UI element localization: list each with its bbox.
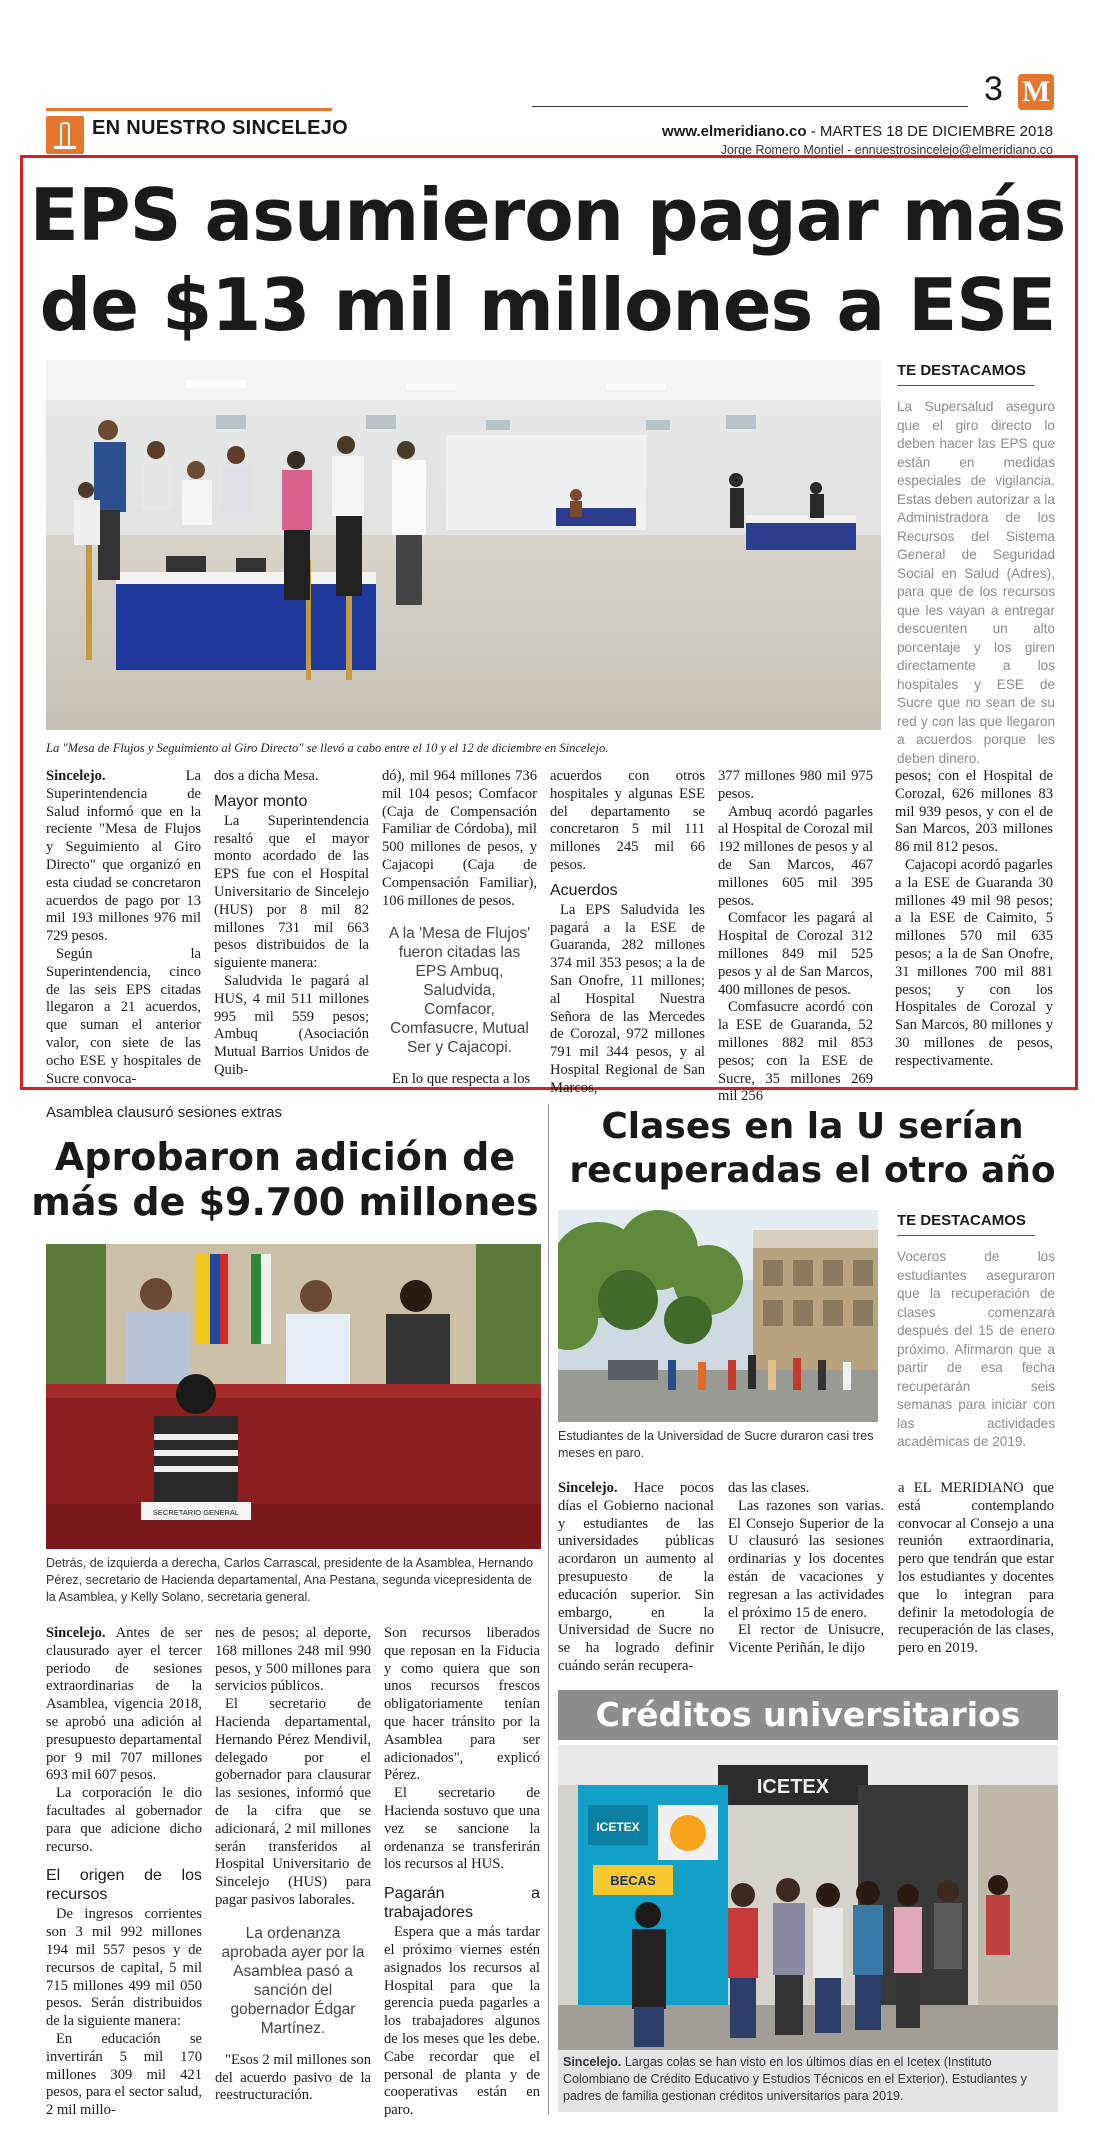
subhead: El origen de los recursos bbox=[46, 1867, 202, 1904]
paragraph: Comfasucre acordó con la ESE de Guaranda, 52 millones 882 mil 853 pesos; con la ESE de Sucre, 35 millones 269 mil 256 bbox=[718, 999, 873, 1105]
clases-sidebar-title: TE DESTACAMOS bbox=[897, 1212, 1035, 1236]
pull-quote: A la 'Mesa de Flujos' fueron citadas las EPS Ambuq, Saludvida, Comfacor, Comfasucre, Mutual Ser y Cajacopi. bbox=[388, 925, 531, 1057]
subhead: Acuerdos bbox=[550, 881, 618, 899]
lead-sidebar-title: TE DESTACAMOS bbox=[897, 362, 1035, 386]
lede: Sincelejo. bbox=[46, 768, 106, 784]
lead-headline-line2: de $13 mil millones a ESE bbox=[39, 263, 1056, 347]
paragraph: Son recursos liberados que reposan en la Fiducia y como quiera que son unos recursos frescos obligatoriamente tenían que hacer tránsito por la Asamblea para ser adicionados", explicó Pérez. bbox=[384, 1625, 540, 1784]
paragraph: dos a dicha Mesa. bbox=[214, 768, 319, 784]
clases-headline-line2: recuperadas el otro año bbox=[569, 1150, 1056, 1191]
asamblea-photo-caption: Detrás, de izquierda a derecha, Carlos Carrascal, presidente de la Asamblea, Hernando Pérez, secretario de Hacienda departamental, Ana Pestana, segunda vicepresidenta de la Asamblea, y Kelly Solano, secretaria general. bbox=[46, 1556, 534, 1604]
paragraph: Ambuq acordó pagarles al Hospital de Corozal mil 192 millones de pesos y al de San Marcos, 467 millones 605 mil 395 pesos. bbox=[718, 803, 873, 909]
paragraph: Antes de ser clausurado ayer el tercer periodo de sesiones extraordinarias de la Asamblea, vigencia 2018, se aprobó una adición al presupuesto departamental por 9 mil 707 millones 693 mil 607 pesos. bbox=[46, 1625, 203, 1784]
lead-photo-caption: La "Mesa de Flujos y Seguimiento al Giro Directo" se llevó a cabo entre el 10 y el 12 de diciembre en Sincelejo. bbox=[46, 741, 609, 755]
paragraph: De ingresos corrientes son 3 mil 992 millones 194 mil 557 pesos y de recursos de capital, 5 mil 715 millones 499 mil 050 pesos. Serán distribuidos de la siguiente manera: bbox=[46, 1906, 202, 2030]
becas-poster-text: BECAS bbox=[610, 1873, 656, 1888]
pull-quote: La ordenanza aprobada ayer por la Asamblea pasó a sanción del gobernador Édgar Martínez. bbox=[221, 1924, 365, 2037]
creditos-banner: Créditos universitarios bbox=[558, 1690, 1058, 1740]
lede: Sincelejo. bbox=[558, 1480, 618, 1496]
clases-sidebar-text: Voceros de los estudiantes aseguraron que la recuperación de clases comenzará después del 15 de enero próximo. Afirmaron que a partir de esa fecha recuperarán seis semanas para iniciar con las actividades académicas de 2019. bbox=[897, 1249, 1055, 1449]
subhead: Mayor monto bbox=[214, 792, 308, 810]
lead-sidebar-text: La Supersalud aseguro que el giro directo lo deben hacer las EPS que están en medidas especiales de vigilancia. Estas deben autorizar a la Administradora de los Recursos del Sistema General de Seguridad Social en Salud (Adres), para que de los recursos que les vayan a entregar descuenten un alto porcentaje y los giren directamente a los hospitales y ESE de Sucre que no sean de su red y con las que llegaron a acuerdos porque les deben dinero. bbox=[897, 399, 1055, 766]
paragraph: nes de pesos; al deporte, 168 millones 248 mil 990 pesos, y 500 millones para servicios públicos. bbox=[215, 1625, 371, 1695]
date: - MARTES 18 DE DICIEMBRE 2018 bbox=[806, 123, 1053, 140]
paragraph: Según la Superintendencia, cinco de las seis EPS citadas llegaron a 21 acuerdos, que suman el anterior valor, con siete de las ocho ESE y hospitales de Sucre convoca- bbox=[46, 945, 201, 1087]
asamblea-kicker: Asamblea clausuró sesiones extras bbox=[46, 1104, 282, 1121]
lead-column-1 bbox=[46, 768, 201, 1088]
lede: Sincelejo. bbox=[46, 1625, 106, 1641]
paragraph: Espera que a más tardar el próximo viernes estén asignados los recursos al Hospital para que la gerencia pueda pagarles a los trabajadores algunos de los meses que les debe. Cabe recordar que el personal de planta y de cooperativas están en paro. bbox=[384, 1924, 540, 2119]
page-number: 3 bbox=[984, 70, 1003, 108]
paragraph: acuerdos con otros hospitales y algunas ESE del departamento se concretaron 5 mil 111 millones 245 mil 66 pesos. bbox=[550, 768, 705, 873]
section-rule bbox=[46, 108, 332, 111]
site-url: www.elmeridiano.co bbox=[662, 123, 807, 140]
header-rule bbox=[532, 106, 968, 107]
paragraph: Saludvida le pagará al HUS, 4 mil 511 millones 995 mil 559 pesos; Ambuq (Asociación Mutual Barrios Unidos de Quib- bbox=[214, 972, 369, 1078]
clases-column-2 bbox=[728, 1480, 884, 1658]
lead-headline bbox=[0, 170, 1095, 350]
paragraph: Las razones son varias. El Consejo Superior de la U clausuró las sesiones ordinarias y los docentes están de vacaciones y regresan a las actividades el próximo 15 de enero. bbox=[728, 1497, 884, 1621]
paragraph: Cajacopi acordó pagarles a la ESE de Guaranda 30 millones 49 mil 98 pesos; a la ESE de Caimito, 5 millones 570 mil 635 pesos; a la de San Onofre, 31 millones 700 mil 881 pesos; y con los Hospitales de Corozal y San Marcos, 80 millones y 30 millones de pesos, respectivamente. bbox=[895, 856, 1053, 1069]
clases-photo-caption: Estudiantes de la Universidad de Sucre duraron casi tres meses en paro. bbox=[558, 1429, 874, 1460]
newspaper-logo: M bbox=[1018, 74, 1054, 110]
caption-text: Largas colas se han visto en los últimos días en el Icetex (Instituto Colombiano de Crédito Educativo y Estudios Técnicos en el Exterior). Estudiantes y padres de familia gestionan créditos universitarios para 2019. bbox=[563, 2055, 1027, 2103]
clases-column-3 bbox=[898, 1480, 1054, 1658]
asamblea-column-1 bbox=[46, 1625, 202, 2120]
dateline bbox=[662, 123, 1053, 140]
paragraph: El secretario de Hacienda sostuvo que una vez se sancione la ordenanza se transferirán los recursos al HUS. bbox=[384, 1785, 540, 1873]
lead-column-4 bbox=[550, 768, 705, 1098]
lead-column-2 bbox=[214, 768, 369, 1080]
lead-headline-line1: EPS asumieron pagar más bbox=[29, 173, 1066, 257]
paragraph: En educación se invertirán 5 mil 170 millones 309 mil 421 pesos, para el sector salud, 2 mil millo- bbox=[46, 2030, 202, 2119]
clases-photo bbox=[558, 1210, 878, 1422]
creditos-photo bbox=[558, 1745, 1058, 2050]
paragraph: dó), mil 964 millones 736 mil 104 pesos; Comfacor (Caja de Compensación Familiar de Córdoba), mil 500 millones de pesos, y Cajacopi (Caja de Compensación Familiar), 106 millones de pesos. bbox=[382, 768, 537, 909]
clases-headline-line1: Clases en la U serían bbox=[601, 1106, 1024, 1147]
icetex-poster-text: ICETEX bbox=[596, 1820, 640, 1834]
caption-lede: Sincelejo. bbox=[563, 2055, 622, 2069]
subhead: Pagarán a trabajadores bbox=[384, 1885, 540, 1922]
paragraph: Hace pocos días el Gobierno nacional y estudiantes de las universidades públicas acordaron un aumento al presupuesto de la educación superior. Sin embargo, en la Universidad de Sucre no se ha logrado definir cuándo serán recupera- bbox=[558, 1480, 714, 1674]
paragraph: La Superintendencia resaltó que el mayor monto acordado de las EPS fue con el Hospital Universitario de Sincelejo (HUS) por 8 mil 82 millones 731 mil 663 pesos distribuidos de la siguiente manera: bbox=[214, 812, 369, 972]
paragraph: La EPS Saludvida les pagará a la ESE de Guaranda, 282 millones 374 mil 353 pesos; a la de San Onofre, 11 millones; al Hospital Nuestra Señora de las Mercedes de Corozal, 972 millones 791 mil 344 pesos, y al Hospital Regional de San Marcos, bbox=[550, 901, 705, 1096]
cathedral-icon bbox=[46, 116, 84, 154]
clases-headline bbox=[555, 1105, 1070, 1193]
paragraph: pesos; con el Hospital de Corozal, 626 millones 83 mil 939 pesos, y con el de San Marcos, 203 millones 86 mil 812 pesos. bbox=[895, 768, 1053, 856]
lead-column-3 bbox=[382, 768, 537, 1089]
paragraph: a EL MERIDIANO que está contemplando convocar al Consejo a una reunión extraordinaria, pero que tendrán que estar los estudiantes y docentes que lo integran para definir la metodología de recuperación de las clases, pero en 2019. bbox=[898, 1480, 1054, 1657]
byline: Jorge Romero Montiel - ennuestrosincelejo@elmeridiano.co bbox=[720, 143, 1053, 157]
lead-column-5 bbox=[718, 768, 873, 1106]
paragraph: La Superintendencia de Salud informó que en la reciente "Mesa de Flujos y Seguimiento al Giro Directo" que organizó en esta ciudad se concretaron acuerdos de pago por 13 mil 193 millones 976 mil 729 pesos. bbox=[46, 768, 201, 945]
paragraph: 377 millones 980 mil 975 pesos. bbox=[718, 768, 873, 802]
asamblea-photo bbox=[46, 1244, 541, 1549]
asamblea-headline bbox=[30, 1135, 540, 1225]
nameplate-text: SECRETARIO GENERAL bbox=[152, 1508, 240, 1517]
asamblea-headline-line1: Aprobaron adición de bbox=[54, 1135, 516, 1179]
paragraph: Comfacor les pagará al Hospital de Corozal 312 millones 849 mil 525 pesos y al de San Marcos, 400 millones de pesos. bbox=[718, 910, 873, 998]
paragraph: La corporación le dio facultades al gobernador para que adicione dicho recurso. bbox=[46, 1785, 202, 1855]
clases-column-1 bbox=[558, 1480, 714, 1676]
paragraph: El rector de Unisucre, Vicente Periñán, le dijo bbox=[728, 1622, 884, 1657]
paragraph: "Esos 2 mil millones son del acuerdo pasivo de la reestructuración. bbox=[215, 2051, 371, 2104]
lead-column-6 bbox=[895, 768, 1053, 1071]
creditos-caption bbox=[563, 2054, 1053, 2105]
asamblea-column-3 bbox=[384, 1625, 540, 2120]
asamblea-headline-line2: más de $9.700 millones bbox=[31, 1180, 539, 1224]
paragraph: El secretario de Hacienda departamental, Hernando Pérez Mendivil, delegado por el gobernador para clausurar las sesiones, informó que de la cifra que se adicionará, 2 mil millones serán transferidos al Hospital Universitario de Sincelejo (HUS) para pagar pasivos laborales. bbox=[215, 1696, 371, 1908]
section-label: EN NUESTRO SINCELEJO bbox=[92, 117, 349, 139]
column-divider bbox=[548, 1104, 549, 2114]
lead-photo bbox=[46, 360, 881, 730]
paragraph: En lo que respecta a los bbox=[392, 1071, 531, 1088]
icetex-sign-text: ICETEX bbox=[756, 1776, 830, 1798]
paragraph: das las clases. bbox=[728, 1480, 810, 1496]
asamblea-column-2 bbox=[215, 1625, 371, 2105]
